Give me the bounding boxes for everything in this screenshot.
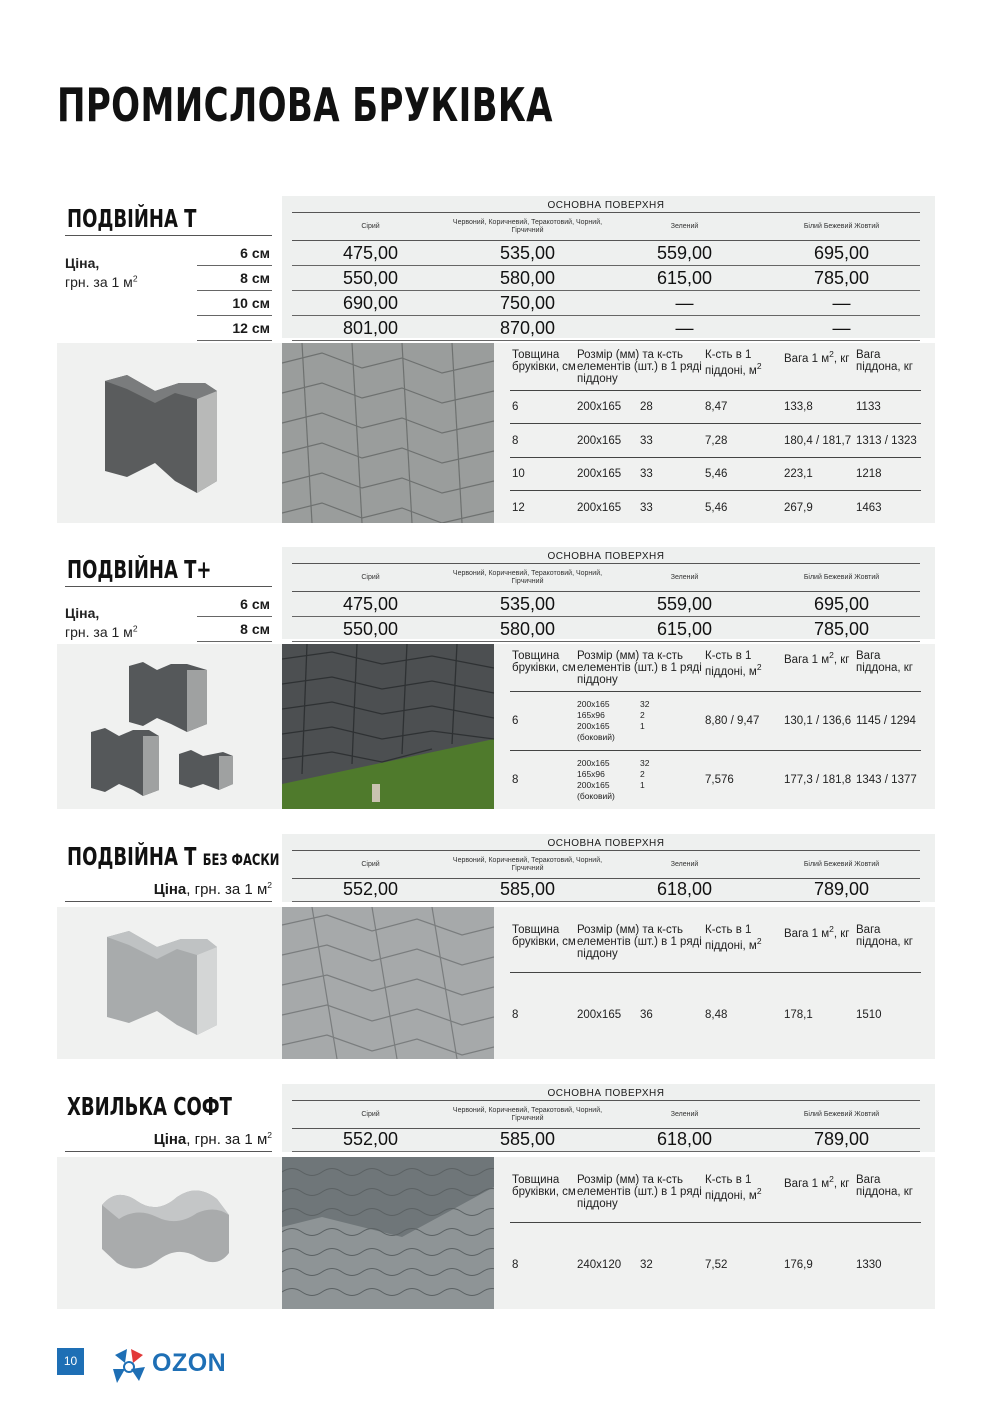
price-label: Ціна, грн. за 1 $м^2$ <box>65 605 138 640</box>
tech-header: Товщина бруківки, см Розмір (мм) та к-сть елементів (шт.) в 1 ряді піддону К-сть в 1 піддоні, $м^2$ Вага 1 $м^2$, кг Вага піддона, кг <box>510 648 921 692</box>
tech-header: Товщина бруківки, см Розмір (мм) та к-сть елементів (шт.) в 1 ряді піддону К-сть в 1 піддоні, $м^2$ Вага 1 $м^2$, кг Вага піддона, кг <box>510 1161 921 1223</box>
tech-table <box>510 648 921 809</box>
tech-row: 6 200х165 165х96 200х165 (боковий) 32 2 1 8,80 / 9,47 130,1 / 136,6 1145 / 1294 <box>510 692 921 751</box>
tech-row: 10 200х165 33 5,46 223,1 1218 <box>510 458 921 491</box>
price-row: 475,00 535,00 559,00 695,00 <box>292 592 920 617</box>
product-info-row <box>57 343 935 523</box>
paving-photo <box>282 644 494 809</box>
color-columns: Сірий Червоний, Коричневий, Теракотовий, Чорний, Гірчичний Зелений Білий Бежевий Жовтий <box>292 1101 920 1129</box>
tech-table <box>510 911 921 1057</box>
section-title: ХВИЛЬКА СОФТ <box>67 1092 232 1121</box>
color-columns: Сірий Червоний, Коричневий, Теракотовий, Чорний, Гірчичний Зелений Білий Бежевий Жовтий <box>292 564 920 592</box>
section-wave-soft <box>57 1084 935 1309</box>
section-double-t-plus <box>57 547 935 812</box>
page-number: 10 <box>57 1348 84 1375</box>
thickness-label: 8 см <box>197 617 272 642</box>
color-col-grey: Сірий <box>361 222 380 230</box>
section-double-t <box>57 196 935 526</box>
paver-block-image <box>57 907 272 1059</box>
paver-block-image <box>57 343 272 523</box>
tech-row: 6 200х165 28 8,47 133,8 1133 <box>510 391 921 424</box>
thickness-label: 6 см <box>197 241 272 266</box>
thickness-label: 6 см <box>197 592 272 617</box>
paving-photo <box>282 343 494 523</box>
price-row: 552,00 585,00 618,00 789,00 <box>292 877 920 902</box>
title-underline <box>65 235 272 236</box>
tech-header: Товщина бруківки, см Розмір (мм) та к-сть елементів (шт.) в 1 ряді піддону К-сть в 1 піддоні, $м^2$ Вага 1 $м^2$, кг Вага піддона, кг <box>510 347 921 391</box>
paving-photo <box>282 1157 494 1309</box>
price-label: Ціна, грн. за 1 $м^2$ <box>65 1127 272 1152</box>
price-label: Ціна, грн. за 1 $м^2$ <box>65 877 272 902</box>
price-row: 550,00 580,00 615,00 785,00 <box>292 617 920 642</box>
title-underline <box>65 586 272 587</box>
price-row: 552,00 585,00 618,00 789,00 <box>292 1127 920 1152</box>
section-title: ПОДВІЙНА Т+ <box>67 555 212 584</box>
thickness-label: 12 см <box>197 316 272 341</box>
tech-row: 8 200х165 165х96 200х165 (боковий) 32 2 1 7,576 177,3 / 181,8 1343 / 1377 <box>512 758 917 801</box>
tech-header: Товщина бруківки, см Розмір (мм) та к-сть елементів (шт.) в 1 ряді піддону К-сть в 1 піддоні, $м^2$ Вага 1 $м^2$, кг Вага піддона, кг <box>510 911 921 973</box>
color-columns <box>292 213 920 241</box>
color-columns: Сірий Червоний, Коричневий, Теракотовий, Чорний, Гірчичний Зелений Білий Бежевий Жовтий <box>292 851 920 879</box>
ozon-logo-icon <box>107 1345 151 1389</box>
price-row: 801,00 870,00 — — <box>292 316 920 341</box>
surface-header: ОСНОВНА ПОВЕРХНЯ <box>292 549 920 564</box>
color-col-red: Червоний, Коричневий, Теракотовий, Чорний, Гірчичний <box>452 218 603 234</box>
price-row: 475,00 535,00 559,00 695,00 <box>292 241 920 266</box>
paver-block-set-image <box>57 644 272 809</box>
surface-header: ОСНОВНА ПОВЕРХНЯ <box>292 836 920 851</box>
paving-photo <box>282 907 494 1059</box>
product-info-row <box>57 1157 935 1309</box>
section-double-t-no-chamfer <box>57 834 935 1059</box>
surface-header: ОСНОВНА ПОВЕРХНЯ <box>292 198 920 213</box>
price-label: Ціна, грн. за 1 $м^2$ <box>65 255 138 290</box>
thickness-label: 10 см <box>197 291 272 316</box>
section-title: ПОДВІЙНА Т <box>67 204 197 233</box>
product-info-row <box>57 907 935 1059</box>
surface-header: ОСНОВНА ПОВЕРХНЯ <box>292 1086 920 1101</box>
tech-row: 12 200х165 33 5,46 267,9 1463 <box>512 502 882 514</box>
section-title: ПОДВІЙНА Т БЕЗ ФАСКИ <box>67 842 280 871</box>
tech-table <box>510 1161 921 1307</box>
tech-table <box>510 347 921 525</box>
price-row: 550,00 580,00 615,00 785,00 <box>292 266 920 291</box>
thickness-label: 8 см <box>197 266 272 291</box>
brand-name: OZON <box>152 1349 227 1377</box>
tech-row: 8 200х165 33 7,28 180,4 / 181,7 1313 / 1323 <box>510 424 921 458</box>
price-row: 690,00 750,00 — — <box>292 291 920 316</box>
page-title: ПРОМИСЛОВА БРУКІВКА <box>57 78 553 132</box>
product-info-row <box>57 644 935 809</box>
tech-row: 8 200х165 36 8,48 178,1 1510 <box>512 1009 882 1021</box>
tech-row: 8 240х120 32 7,52 176,9 1330 <box>512 1259 882 1271</box>
color-col-green: Зелений <box>670 222 699 230</box>
wave-paver-image <box>57 1157 272 1309</box>
color-col-white: Білий Бежевий Жовтий <box>803 222 880 230</box>
